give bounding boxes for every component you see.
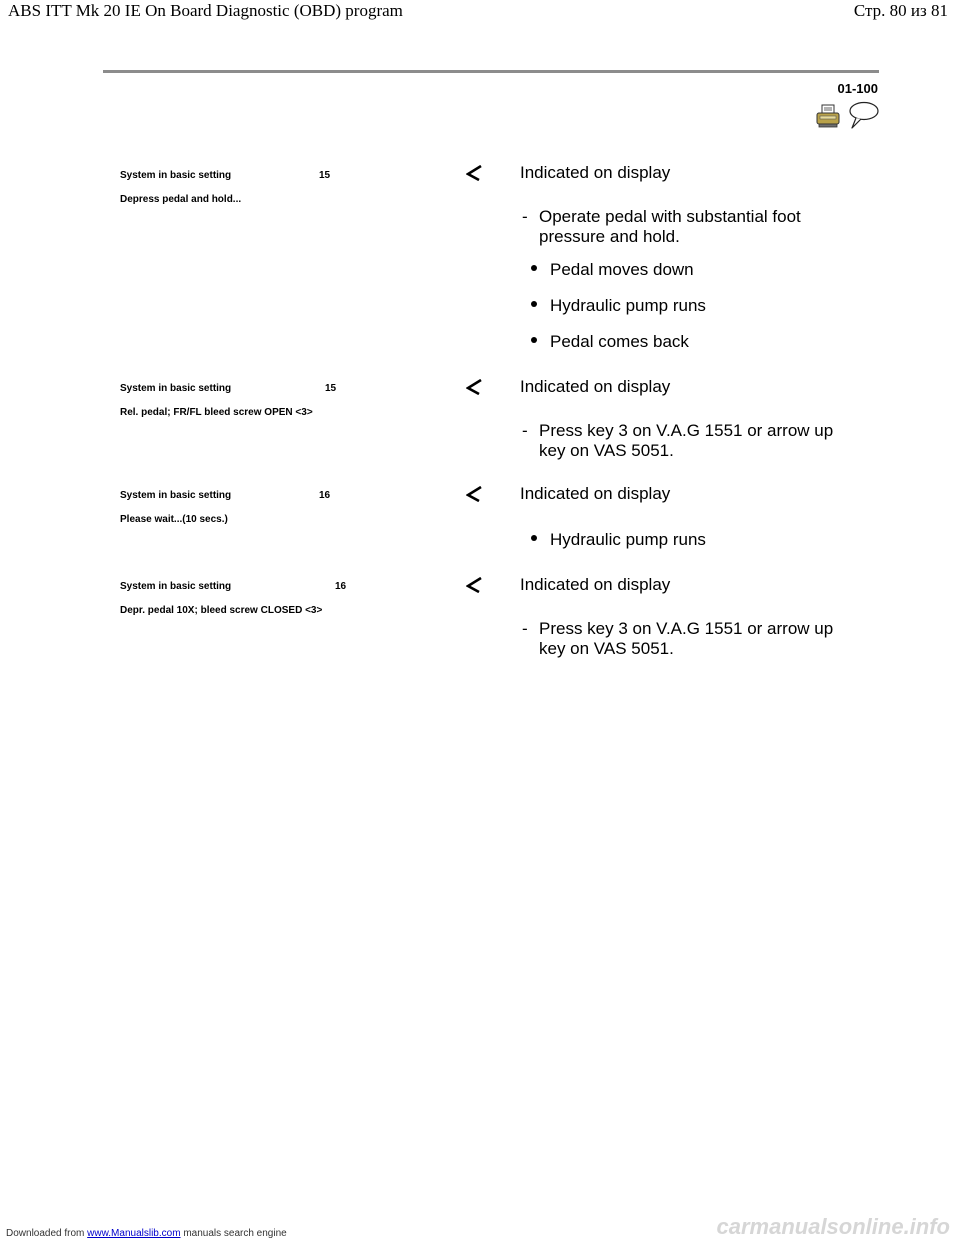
printer-icon[interactable]	[815, 103, 841, 129]
comment-bubble-icon[interactable]	[846, 100, 880, 130]
display-number: 16	[335, 581, 347, 592]
bullet-item	[531, 296, 706, 316]
pointer-arrow-icon	[466, 379, 482, 395]
bullet-text: Hydraulic pump runs	[550, 530, 706, 549]
indicated-on-display: Indicated on display	[520, 484, 671, 503]
display-line2: Please wait...(10 secs.)	[120, 514, 228, 525]
instruction-step: - Operate pedal with substantial foot pressure and hold.	[522, 207, 862, 247]
pointer-arrow-icon	[466, 577, 482, 593]
display-line1: System in basic setting	[120, 170, 232, 181]
page-number: Стр. 80 из 81	[853, 1, 948, 20]
bullet-text: Pedal comes back	[550, 332, 689, 351]
bullet-item	[531, 260, 694, 280]
bullet-text: Hydraulic pump runs	[550, 296, 706, 315]
footer-tagline: manuals search engine	[183, 1228, 287, 1239]
watermark: carmanualsonline.info	[716, 1214, 950, 1239]
indicated-on-display: Indicated on display	[520, 575, 671, 594]
bullet-text: Pedal moves down	[550, 260, 694, 279]
display-line1: System in basic setting	[120, 490, 232, 501]
indicated-on-display: Indicated on display	[520, 163, 671, 182]
bullet-dot-icon	[531, 337, 537, 343]
downloaded-from-text: Downloaded from	[6, 1228, 85, 1239]
bullet-item	[531, 332, 689, 352]
pointer-arrow-icon	[466, 486, 482, 502]
display-number: 16	[319, 490, 331, 501]
indicated-on-display: Indicated on display	[520, 377, 671, 396]
footer-source	[6, 1228, 287, 1240]
step-text: Press key 3 on V.A.G 1551 or arrow up key on VAS 5051.	[539, 421, 834, 460]
display-line2: Depr. pedal 10X; bleed screw CLOSED <3>	[120, 605, 323, 616]
step-text: Operate pedal with substantial foot pressure and hold.	[539, 207, 801, 246]
display-line1: System in basic setting	[120, 383, 232, 394]
display-number: 15	[325, 383, 337, 394]
bullet-item	[531, 530, 706, 550]
display-line2: Depress pedal and hold...	[120, 194, 242, 205]
pointer-arrow-icon	[466, 165, 482, 181]
step-text: Press key 3 on V.A.G 1551 or arrow up key on VAS 5051.	[539, 619, 834, 658]
bullet-dot-icon	[531, 265, 537, 271]
display-line1: System in basic setting	[120, 581, 232, 592]
bullet-dot-icon	[531, 535, 537, 541]
bullet-dot-icon	[531, 301, 537, 307]
document-title: ABS ITT Mk 20 IE On Board Diagnostic (OBD) program	[8, 1, 403, 20]
display-line2: Rel. pedal; FR/FL bleed screw OPEN <3>	[120, 407, 313, 418]
header-divider	[103, 70, 879, 73]
display-number: 15	[319, 170, 331, 181]
page-code: 01-100	[837, 81, 878, 96]
instruction-step: - Press key 3 on V.A.G 1551 or arrow up key on VAS 5051.	[522, 421, 862, 461]
instruction-step: - Press key 3 on V.A.G 1551 or arrow up key on VAS 5051.	[522, 619, 862, 659]
manualslib-link[interactable]: www.Manualslib.com	[87, 1228, 181, 1239]
